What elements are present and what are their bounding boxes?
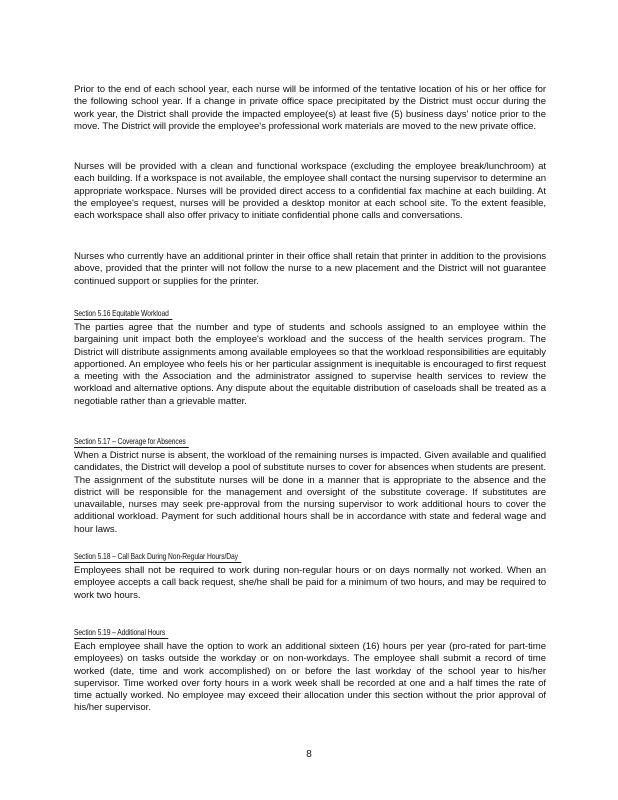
section-heading: Section 5.16 Equitable Workload (74, 308, 172, 320)
intro-paragraph-printer (74, 251, 546, 288)
paragraph-text: Nurses who currently have an additional printer in their office shall retain that printer in addition to the provisions above, provided that the printer will not follow the nurse to a new placement and the District will not guarantee continued support or supplies for the printer. (74, 251, 546, 287)
paragraph-text: Nurses will be provided with a clean and functional workspace (excluding the employee break/lunchroom) at each building. If a workspace is not available, the employee shall contact the nursing supervisor to determine an appropriate workspace. Nurses will be provided direct access to a confidential fax machine at each building. At the employee's request, nurses will be provided a desktop monitor at each school site. To the extent feasible, each workspace shall also offer privacy to initiate confidential phone calls and conversations. (74, 161, 546, 222)
section-5-16 (74, 303, 546, 408)
section-heading: Section 5.18 – Call Back During Non-Regular Hours/Day (74, 551, 241, 563)
section-5-19 (74, 622, 546, 715)
intro-paragraph-office-location (74, 84, 546, 133)
paragraph-text: Prior to the end of each school year, each nurse will be informed of the tentative location of his or her office for the following school year. If a change in private office space precipitated by the District must occur during the work year, the District shall provide the impacted employee(s) at least five (5) business days' notice prior to the move. The District will provide the employee's professional work materials are moved to the new private office. (74, 84, 546, 132)
intro-paragraph-workspace (74, 161, 546, 222)
section-body: Employees shall not be required to work during non-regular hours or on days normally not worked. When an employee accepts a call back request, she/he shall be paid for a minimum of two hours, and may be required to work two hours. (74, 565, 546, 601)
section-heading: Section 5.19 – Additional Hours (74, 627, 168, 639)
section-heading: Section 5.17 – Coverage for Absences (74, 436, 189, 448)
section-5-18 (74, 546, 546, 602)
page-number: 8 (306, 749, 312, 760)
section-body: Each employee shall have the option to work an additional sixteen (16) hours per year (pro-rated for part-time employees) on tasks outside the workday or on non-workdays. The employee shall submit a record of time worked (date, time and work accomplished) on or before the last workday of the school year to his/her supervisor. Time worked over forty hours in a work week shall be recorded at one and a half times the rate of time actually worked. No employee may exceed their allocation under this section without the prior approval of his/her supervisor. (74, 641, 546, 714)
section-body: The parties agree that the number and type of students and schools assigned to an employee within the bargaining unit impact both the employee's workload and the success of the health services program. The District will distribute assignments among available employees so that the workload responsibilities are equitably apportioned. An employee who feels his or her particular assignment is inequitable is encouraged to first request a meeting with the Association and the administrator assigned to supervise health services to review the workload and alternative options. Any dispute about the equitable distribution of caseloads shall be treated as a negotiable rather than a grievable matter. (74, 322, 546, 407)
section-body: When a District nurse is absent, the workload of the remaining nurses is impacted. Given available and qualified candidates, the District will develop a pool of substitute nurses to cover for absences when students are present. The assignment of the substitute nurses will be done in a manner that is appropriate to the absence and the district will be responsible for the management and oversight of the substitute coverage. If substitutes are unavailable, nurses may seek pre-approval from the nursing supervisor to work additional hours to cover the additional workload. Payment for such additional hours shall be in accordance with state and federal wage and hour laws. (74, 450, 546, 535)
section-5-17 (74, 431, 546, 536)
